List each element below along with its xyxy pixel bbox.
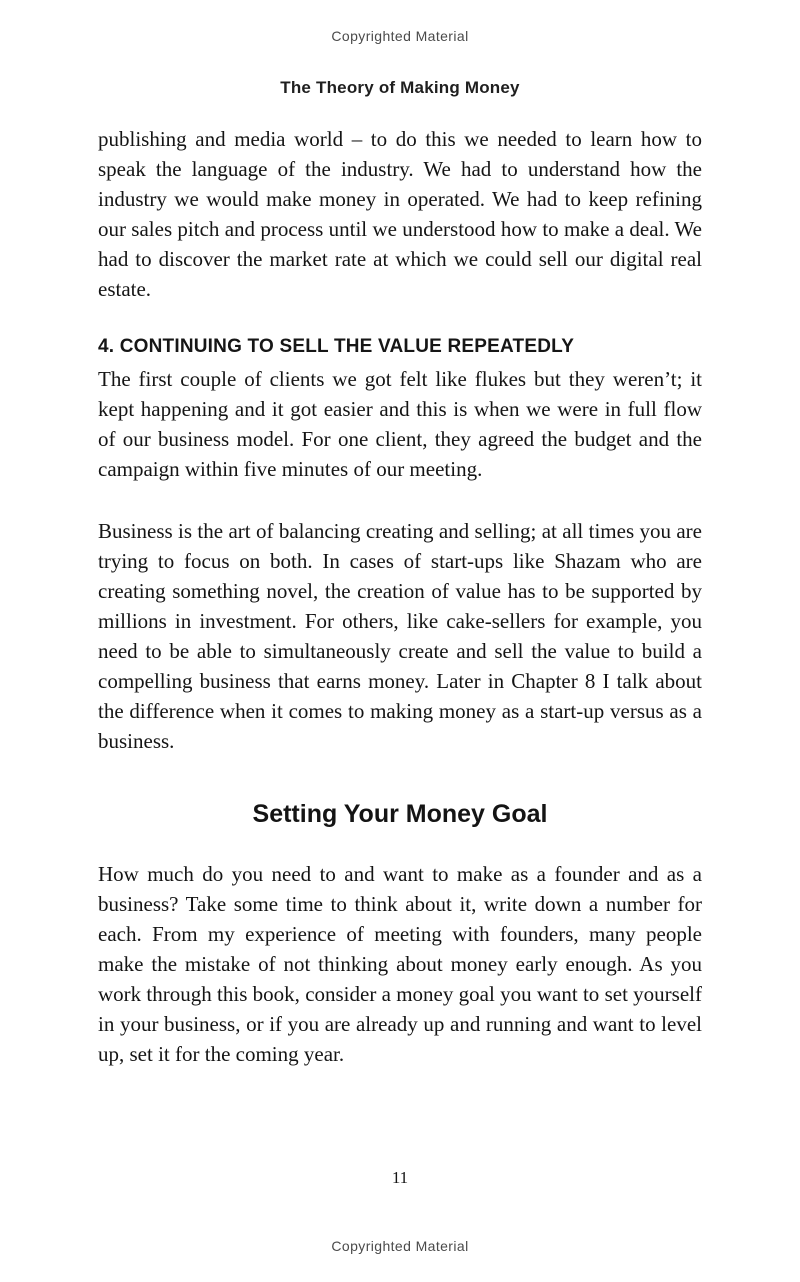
copyright-notice-top: Copyrighted Material bbox=[331, 28, 469, 44]
paragraph-first-clients: The first couple of clients we got felt like flukes but they weren’t; it kept happening and it got easier and this is when we were in full flow of our business model. For one client, they agreed the budget and the campaign within five minutes of our meeting. bbox=[98, 367, 702, 481]
section-heading-setting-money-goal: Setting Your Money Goal bbox=[252, 800, 548, 828]
paragraph-business-balancing: Business is the art of balancing creating and selling; at all times you are trying to focus on both. In cases of start-ups like Shazam who are creating something novel, the creation of value has to be supported by millions in investment. For others, like cake-sellers for example, you need to be able to simultaneously create and sell the value to build a compelling business that earns money. Later in Chapter 8 I talk about the difference when it comes to making money as a start-up versus as a business. bbox=[98, 519, 702, 753]
section-heading-continuing-to-sell: 4. CONTINUING TO SELL THE VALUE REPEATEDLY bbox=[98, 336, 575, 357]
paragraph-publishing-media: publishing and media world – to do this we needed to learn how to speak the language of the industry. We had to understand how the industry we would make money in operated. We had to keep refining our sales pitch and process until we understood how to make a deal. We had to discover the market rate at which we could sell our digital real estate. bbox=[98, 127, 702, 301]
page-number: 11 bbox=[391, 1168, 409, 1187]
paragraph-how-much: How much do you need to and want to make as a founder and as a business? Take some time to think about it, write down a number for each. From my experience of meeting with founders, many people make the mistake of not thinking about money early enough. As you work through this book, consider a money goal you want to set yourself in your business, or if you are already up and running and want to level up, set it for the coming year. bbox=[98, 862, 702, 1066]
running-head: The Theory of Making Money bbox=[280, 78, 520, 97]
page-body bbox=[98, 124, 702, 1069]
copyright-notice-bottom: Copyrighted Material bbox=[331, 1238, 469, 1254]
